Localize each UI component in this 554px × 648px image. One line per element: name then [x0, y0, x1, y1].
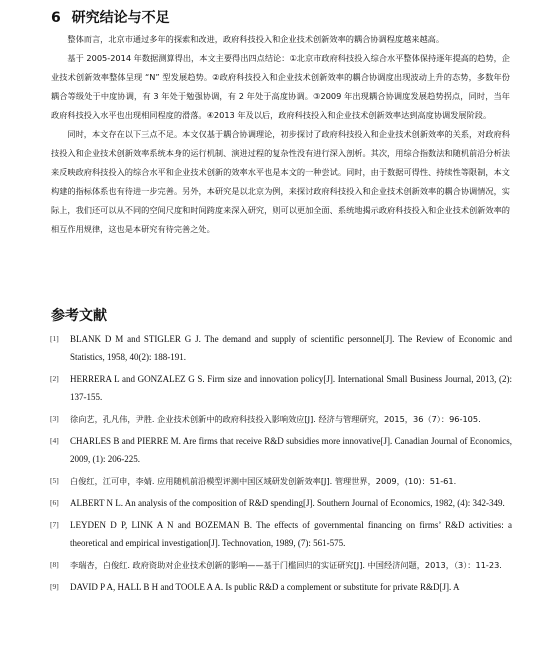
reference-item — [50, 494, 512, 512]
reference-text: CHARLES B and PIERRE M. Are firms that receive R&D subsidies more innovative[J]. Canadian Journal of Economics, 2009, (1): 206-225. — [70, 436, 512, 464]
reference-item — [50, 472, 512, 490]
reference-item — [50, 370, 512, 406]
section-heading — [51, 8, 170, 28]
paragraph: 整体而言，北京市通过多年的探索和改进，政府科技投入和企业技术创新效率的耦合协调程度越来越高。 — [67, 34, 445, 44]
reference-index: [6] — [50, 498, 59, 507]
reference-item — [50, 432, 512, 468]
reference-text: LEYDEN D P, LINK A N and BOZEMAN B. The effects of governmental financing on firms’ R&D activities: a theoretical and empirical investigation[J]. Technovation, 1989, (7): 561-575. — [70, 520, 512, 548]
paragraph: 同时，本文存在以下三点不足。本文仅基于耦合协调理论，初步探讨了政府科技投入和企业技术创新效率的关系，对政府科技投入和企业技术创新效率系统本身的运行机制、演进过程的复杂性没有进行深入剖析。其次，用综合指数法和随机前沿分析法来反映政府科技投入的综合水平和企业技术创新的效率水平也是本文的一种尝试。同时，由于数据可得性、持续性等限制，本文构建的指标体系也有待进一步完善。另外，本研究是以北京为例，来探讨政府科技投入和企业技术创新效率的耦合协调情况，实际上，我们还可以从不同的空间尺度和时间跨度来深入研究，则可以更加全面、系统地揭示政府科技投入和企业技术创新效率的相互作用规律，这也是本研究有待完善之处。 — [51, 129, 510, 234]
reference-item — [50, 556, 512, 574]
reference-index: [9] — [50, 582, 59, 591]
section-title: 研究结论与不足 — [71, 10, 170, 26]
reference-text: 徐向艺，孔凡伟，尹胜. 企业技术创新中的政府科技投入影响效应[J]. 经济与管理研究，2015，36（7）：96-105. — [70, 414, 481, 424]
reference-index: [3] — [50, 414, 59, 423]
reference-text: 李瑞杏，白俊红. 政府资助对企业技术创新的影响——基于门槛回归的实证研究[J]. 中国经济问题，2013，（3）：11-23. — [70, 560, 502, 570]
reference-text: BLANK D M and STIGLER G J. The demand and supply of scientific personnel[J]. The Review of Economic and Statistics, 1958, 40(2): 188-191. — [70, 334, 512, 362]
reference-index: [1] — [50, 334, 59, 343]
section-body — [51, 30, 510, 239]
reference-index: [4] — [50, 436, 59, 445]
reference-item — [50, 516, 512, 552]
reference-item — [50, 330, 512, 366]
reference-text: DAVID P A, HALL B H and TOOLE A A. Is public R&D a complement or substitute for private R&D[J]. A — [70, 582, 460, 592]
reference-index: [7] — [50, 520, 59, 529]
references-heading: 参考文献 — [51, 308, 107, 324]
reference-text: 白俊红，江可申，李婧. 应用随机前沿模型评测中国区域研发创新效率[J]. 管理世界，2009，(10)：51-61. — [70, 476, 457, 486]
reference-index: [5] — [50, 476, 59, 485]
reference-index: [8] — [50, 560, 59, 569]
reference-text: HERRERA L and GONZALEZ G S. Firm size and innovation policy[J]. International Small Business Journal, 2013, (2): 137-155. — [70, 374, 512, 402]
reference-text: ALBERT N L. An analysis of the composition of R&D spending[J]. Southern Journal of Economics, 1982, (4): 342-349. — [70, 498, 505, 508]
reference-item — [50, 410, 512, 428]
paragraph: 基于 2005-2014 年数据测算得出，本文主要得出四点结论：①北京市政府科技投入综合水平整体保持逐年提高的趋势，企业技术创新效率整体呈现 “N” 型发展趋势。②政府科技投入和企业技术创新效率的耦合协调度出现波动上升的态势，多数年份耦合等级处于中度协调，有 3 年处于勉强协调，有 2 年处于高度协调。③2009 年出现耦合协调度发展趋势拐点，同时，当年政府科技投入水平也出现相同程度的滑落。④2013 年及以后，政府科技投入和企业技术创新效率达到高度协调发展阶段。 — [51, 53, 510, 120]
reference-item — [50, 578, 512, 596]
reference-index: [2] — [50, 374, 59, 383]
reference-list — [50, 330, 512, 600]
section-number: 6 — [51, 10, 61, 26]
